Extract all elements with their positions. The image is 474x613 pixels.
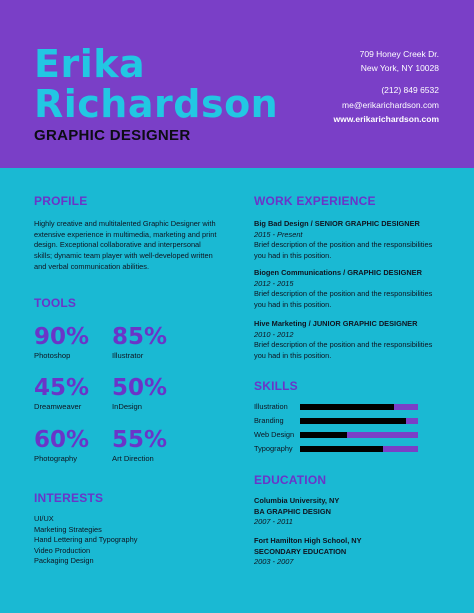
interests-heading: INTERESTS bbox=[34, 491, 104, 505]
profile-text: Highly creative and multitalented Graphic Designer with extensive experience in multimedia, marketing and print design. Exceptional collaborative and interpersonal skills; dynamic team player with well-developed written and verbal communication abilities. bbox=[34, 219, 217, 271]
job-entry-years: 2012 - 2015 bbox=[254, 278, 294, 288]
tool-label: Photography bbox=[34, 454, 78, 463]
list-item: Video Production bbox=[34, 545, 91, 555]
website-link[interactable]: www.erikarichardson.com bbox=[333, 113, 439, 124]
list-item: Packaging Design bbox=[34, 556, 94, 566]
education-years: 2007 - 2011 bbox=[254, 517, 293, 527]
tool-label: InDesign bbox=[112, 402, 142, 411]
skill-bar-fill bbox=[300, 446, 383, 452]
work-heading: WORK EXPERIENCE bbox=[254, 194, 376, 208]
education-degree: BA GRAPHIC DESIGN bbox=[254, 506, 331, 516]
job-entry bbox=[254, 219, 444, 261]
phone: (212) 849 6532 bbox=[381, 85, 439, 96]
skill-label: Illustration bbox=[254, 402, 288, 411]
skill-bar bbox=[300, 418, 418, 424]
header-banner bbox=[0, 0, 474, 168]
tool-label: Dreamweaver bbox=[34, 402, 82, 411]
job-entry bbox=[254, 268, 444, 310]
skill-label: Web Design bbox=[254, 430, 295, 439]
email-link[interactable]: me@erikarichardson.com bbox=[342, 99, 439, 110]
education-entry bbox=[254, 536, 362, 568]
job-entry-years: 2015 - Present bbox=[254, 229, 303, 239]
job-title: GRAPHIC DESIGNER bbox=[34, 127, 191, 144]
first-name: Erika bbox=[34, 42, 146, 86]
contact-block bbox=[334, 47, 440, 126]
tool-percent: 90% bbox=[34, 324, 90, 350]
education-heading: EDUCATION bbox=[254, 473, 327, 487]
education-entry bbox=[254, 496, 339, 528]
job-entry-title: Hive Marketing / JUNIOR GRAPHIC DESIGNER bbox=[254, 319, 418, 328]
skill-row bbox=[254, 444, 420, 454]
job-entry bbox=[254, 319, 444, 361]
profile-heading: PROFILE bbox=[34, 194, 88, 208]
education-degree: SECONDARY EDUCATION bbox=[254, 546, 347, 556]
tool-stat bbox=[112, 427, 167, 463]
skill-row bbox=[254, 430, 420, 440]
skill-bar bbox=[300, 446, 418, 452]
tool-percent: 45% bbox=[34, 375, 90, 401]
skills-heading: SKILLS bbox=[254, 379, 298, 393]
tool-stat bbox=[34, 427, 89, 463]
skill-bar bbox=[300, 432, 418, 438]
tool-stat bbox=[112, 375, 167, 411]
skill-bar-fill bbox=[300, 404, 394, 410]
tool-percent: 50% bbox=[112, 375, 168, 401]
list-item: UI/UX bbox=[34, 514, 54, 523]
skill-bar-fill bbox=[300, 432, 347, 438]
tools-heading: TOOLS bbox=[34, 296, 77, 310]
list-item: Hand Lettering and Typography bbox=[34, 535, 138, 545]
job-entry-years: 2010 - 2012 bbox=[254, 329, 294, 339]
tool-label: Art Direction bbox=[112, 454, 154, 463]
list-item: Marketing Strategies bbox=[34, 524, 102, 534]
tool-stat bbox=[34, 324, 89, 360]
job-entry-description: Brief description of the position and the responsibilities you had in this position. bbox=[254, 289, 433, 309]
interests-list bbox=[34, 514, 137, 567]
skill-bar-fill bbox=[300, 418, 406, 424]
job-entry-title: Big Bad Design / SENIOR GRAPHIC DESIGNER bbox=[254, 219, 420, 228]
skill-row bbox=[254, 402, 420, 412]
tool-percent: 85% bbox=[112, 324, 168, 350]
education-school: Columbia University, NY bbox=[254, 496, 340, 505]
education-school: Fort Hamilton High School, NY bbox=[254, 536, 362, 545]
address-line-1: 709 Honey Creek Dr. bbox=[359, 49, 439, 59]
job-entry-title: Biogen Communications / GRAPHIC DESIGNER bbox=[254, 268, 422, 277]
tool-percent: 60% bbox=[34, 427, 90, 453]
skill-label: Typography bbox=[254, 444, 293, 453]
tool-stat bbox=[112, 324, 167, 360]
tool-label: Photoshop bbox=[34, 351, 71, 360]
skill-row bbox=[254, 416, 420, 426]
last-name: Richardson bbox=[34, 82, 279, 126]
education-years: 2003 - 2007 bbox=[254, 557, 294, 567]
job-entry-description: Brief description of the position and the responsibilities you had in this position. bbox=[254, 240, 433, 260]
tool-percent: 55% bbox=[112, 427, 168, 453]
skill-bar bbox=[300, 404, 418, 410]
address-line-2: New York, NY 10028 bbox=[360, 63, 439, 74]
tool-label: Illustrator bbox=[112, 351, 144, 360]
skill-label: Branding bbox=[254, 416, 284, 425]
job-entry-description: Brief description of the position and the responsibilities you had in this position. bbox=[254, 340, 433, 360]
tool-stat bbox=[34, 375, 89, 411]
